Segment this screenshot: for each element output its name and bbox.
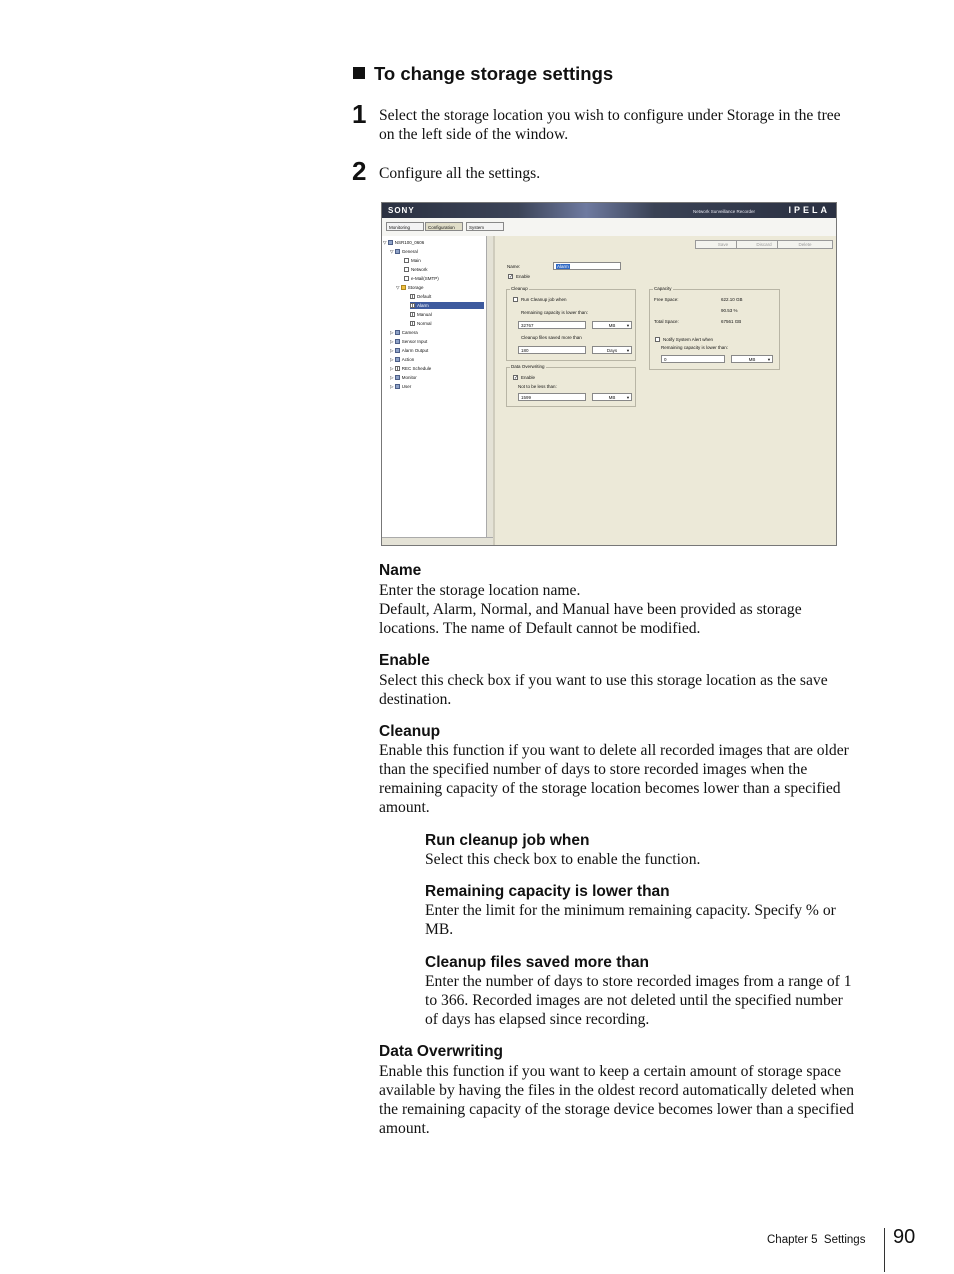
tree-item-main[interactable]: Main xyxy=(404,257,421,264)
tab-system[interactable]: System xyxy=(466,222,504,231)
chevron-down-icon: ▼ xyxy=(767,357,771,362)
notify-alert-label: Notify System Alert when xyxy=(663,337,714,342)
alarm-icon xyxy=(395,348,400,353)
total-space-label: Total Space: xyxy=(654,319,679,324)
delete-button[interactable]: Delete xyxy=(777,240,833,249)
step-1-line: on the left side of the window. xyxy=(379,126,569,143)
storage-icon xyxy=(410,303,415,308)
tree-item-user[interactable]: ▷ User xyxy=(390,384,412,389)
description-line: Enter the limit for the minimum remaining capacity. Specify % or xyxy=(425,902,836,919)
name-heading: Name xyxy=(379,562,422,579)
description-line: Default, Alarm, Normal, and Manual have been provided as storage xyxy=(379,601,802,618)
page-icon xyxy=(404,276,409,281)
enable-checkbox[interactable]: ✓ xyxy=(509,274,514,280)
description-line: destination. xyxy=(379,691,452,708)
description-line: than the specified number of days to store recorded images when the xyxy=(379,761,808,778)
name-input[interactable]: Alarm xyxy=(553,262,621,270)
tree-item-camera[interactable]: ▷ Camera xyxy=(390,330,418,335)
cleanup-group-title: Cleanup xyxy=(511,286,528,291)
description-line: amount. xyxy=(379,1120,430,1137)
gear-icon xyxy=(395,249,400,254)
data-overwriting-heading: Data Overwriting xyxy=(379,1043,504,1060)
cleanup-description xyxy=(379,741,899,817)
storage-icon xyxy=(410,312,415,317)
cleanup-heading: Cleanup xyxy=(379,723,441,740)
square-bullet-icon xyxy=(353,67,365,79)
description-line: Enable this function if you want to keep a certain amount of storage space xyxy=(379,1063,842,1080)
sony-logo: SONY xyxy=(388,206,415,215)
step-2-text xyxy=(379,164,540,183)
tree-item-sensor-input[interactable]: ▷ Sensor Input xyxy=(390,339,428,344)
cleanup-files-description xyxy=(425,972,895,1029)
remaining-heading: Remaining capacity is lower than xyxy=(425,883,670,900)
description-line: Select this check box if you want to use this storage location as the save xyxy=(379,672,828,689)
sensor-icon xyxy=(395,339,400,344)
main-tabs xyxy=(382,218,836,237)
run-cleanup-description xyxy=(425,850,895,869)
folder-icon xyxy=(401,285,406,290)
data-overwriting-description xyxy=(379,1062,899,1138)
capacity-group-title: Capacity xyxy=(654,286,672,291)
cleanup-files-unit-select[interactable]: Days ▼ xyxy=(592,346,632,354)
footer-chapter: Chapter 5 Settings xyxy=(767,1234,866,1246)
chevron-down-icon: ▼ xyxy=(626,323,630,328)
description-line: the remaining capacity of the storage device becomes lower than a specified xyxy=(379,1101,854,1118)
tree-item-alarm-output[interactable]: ▷ Alarm Output xyxy=(390,348,429,353)
description-line: Select this check box to enable the function. xyxy=(425,851,701,868)
tree-item-general[interactable]: ▽ General xyxy=(390,249,418,254)
description-line: Enter the storage location name. xyxy=(379,582,581,599)
tree-item-default[interactable]: Default xyxy=(410,293,431,300)
chevron-down-icon: ▼ xyxy=(626,395,630,400)
tab-monitoring[interactable]: Monitoring xyxy=(386,222,424,231)
free-space-label: Free Space: xyxy=(654,297,679,302)
not-less-than-label: Not to be less than: xyxy=(518,384,557,389)
tab-configuration[interactable]: Configuration xyxy=(425,222,463,231)
page-icon xyxy=(404,267,409,272)
tree-horizontal-scrollbar[interactable] xyxy=(382,537,493,545)
tree-item-manual[interactable]: Manual xyxy=(410,311,432,318)
tree-item-email[interactable]: e-Mail(SMTP) xyxy=(404,275,439,282)
run-cleanup-checkbox[interactable] xyxy=(513,297,518,302)
save-button[interactable]: Save xyxy=(695,240,751,249)
run-cleanup-label: Run Cleanup job when xyxy=(521,297,567,302)
notify-remaining-unit-select[interactable]: MB ▼ xyxy=(731,355,773,363)
cleanup-files-input[interactable]: 180 xyxy=(518,346,586,354)
remaining-capacity-label: Remaining capacity is lower than: xyxy=(521,310,589,315)
free-space-value: 622.10 GB xyxy=(721,297,743,302)
schedule-icon xyxy=(395,366,400,371)
storage-icon xyxy=(410,294,415,299)
step-1-text xyxy=(379,106,899,144)
run-cleanup-heading: Run cleanup job when xyxy=(425,832,590,849)
tree-item-recorder[interactable]: ▽ NSR100_0606 xyxy=(383,240,425,245)
enable-description xyxy=(379,671,899,709)
tree-item-storage[interactable]: ▽ Storage xyxy=(396,285,424,290)
discard-button[interactable]: Discard xyxy=(736,240,792,249)
storage-settings-screenshot xyxy=(381,202,837,546)
step-1-number: 1 xyxy=(352,99,367,129)
remaining-capacity-unit-select[interactable]: MB ▼ xyxy=(592,321,632,329)
settings-tree xyxy=(382,236,487,537)
footer-divider xyxy=(884,1228,885,1272)
notify-remaining-input[interactable]: 0 xyxy=(661,355,725,363)
description-line: amount. xyxy=(379,799,430,816)
name-description xyxy=(379,581,899,638)
cleanup-files-heading: Cleanup files saved more than xyxy=(425,954,649,971)
enable-label: Enable xyxy=(516,274,531,279)
step-2-number: 2 xyxy=(352,156,367,186)
tree-item-normal[interactable]: Normal xyxy=(410,320,432,327)
notify-remaining-label: Remaining capacity is lower than: xyxy=(661,345,729,350)
page-icon xyxy=(404,258,409,263)
app-banner xyxy=(382,203,836,218)
not-less-than-input[interactable]: 1599 xyxy=(518,393,586,401)
description-line: available by having the files in the oldest record automatically deleted when xyxy=(379,1082,855,1099)
total-space-value: 67561 GB xyxy=(721,319,742,324)
step-2-line: Configure all the settings. xyxy=(379,165,541,182)
tree-item-network[interactable]: Network xyxy=(404,266,428,273)
ipela-logo: IPELA xyxy=(788,205,830,215)
not-less-than-unit-select[interactable]: MB ▼ xyxy=(592,393,632,401)
user-icon xyxy=(395,384,400,389)
remaining-description xyxy=(425,901,895,939)
tree-item-action[interactable]: ▷ Action xyxy=(390,357,415,362)
tree-item-rec-schedule[interactable]: ▷ REC Schedule xyxy=(390,366,432,371)
notify-alert-checkbox[interactable] xyxy=(655,337,660,342)
action-icon xyxy=(395,357,400,362)
product-name: Network Surveillance Recorder xyxy=(693,209,756,214)
page-number: 90 xyxy=(893,1226,916,1248)
description-line: to 366. Recorded images are not deleted until the specified number xyxy=(425,992,843,1009)
section-heading xyxy=(353,63,613,85)
tree-item-monitor[interactable]: ▷ Monitor xyxy=(390,375,417,380)
overwrite-enable-checkbox[interactable]: ✓ xyxy=(514,375,519,381)
description-line: Enter the number of days to store recorded images from a range of 1 xyxy=(425,973,852,990)
step-1-line: Select the storage location you wish to configure under Storage in the tree xyxy=(379,107,841,124)
description-line: Enable this function if you want to delete all recorded images that are older xyxy=(379,742,849,759)
monitor-icon xyxy=(395,375,400,380)
recorder-icon xyxy=(388,240,393,245)
enable-heading: Enable xyxy=(379,652,430,669)
free-space-percent: 90.53 % xyxy=(721,308,738,313)
remaining-capacity-input[interactable]: 32767 xyxy=(518,321,586,329)
description-line: locations. The name of Default cannot be modified. xyxy=(379,620,701,637)
description-line: of days has elapsed since recording. xyxy=(425,1011,650,1028)
storage-icon xyxy=(410,321,415,326)
cleanup-files-label: Cleanup files saved more than xyxy=(521,335,582,340)
section-title: To change storage settings xyxy=(374,63,614,84)
description-line: MB. xyxy=(425,921,454,938)
storage-settings-pane xyxy=(495,236,836,545)
tree-item-alarm[interactable]: Alarm xyxy=(410,302,484,309)
chevron-down-icon: ▼ xyxy=(626,348,630,353)
camera-icon xyxy=(395,330,400,335)
overwrite-enable-label: Enable xyxy=(521,375,536,380)
name-label: Name: xyxy=(507,264,521,269)
data-overwriting-group-title: Data Overwriting xyxy=(511,364,545,369)
description-line: remaining capacity of the storage location becomes lower than a specified xyxy=(379,780,841,797)
